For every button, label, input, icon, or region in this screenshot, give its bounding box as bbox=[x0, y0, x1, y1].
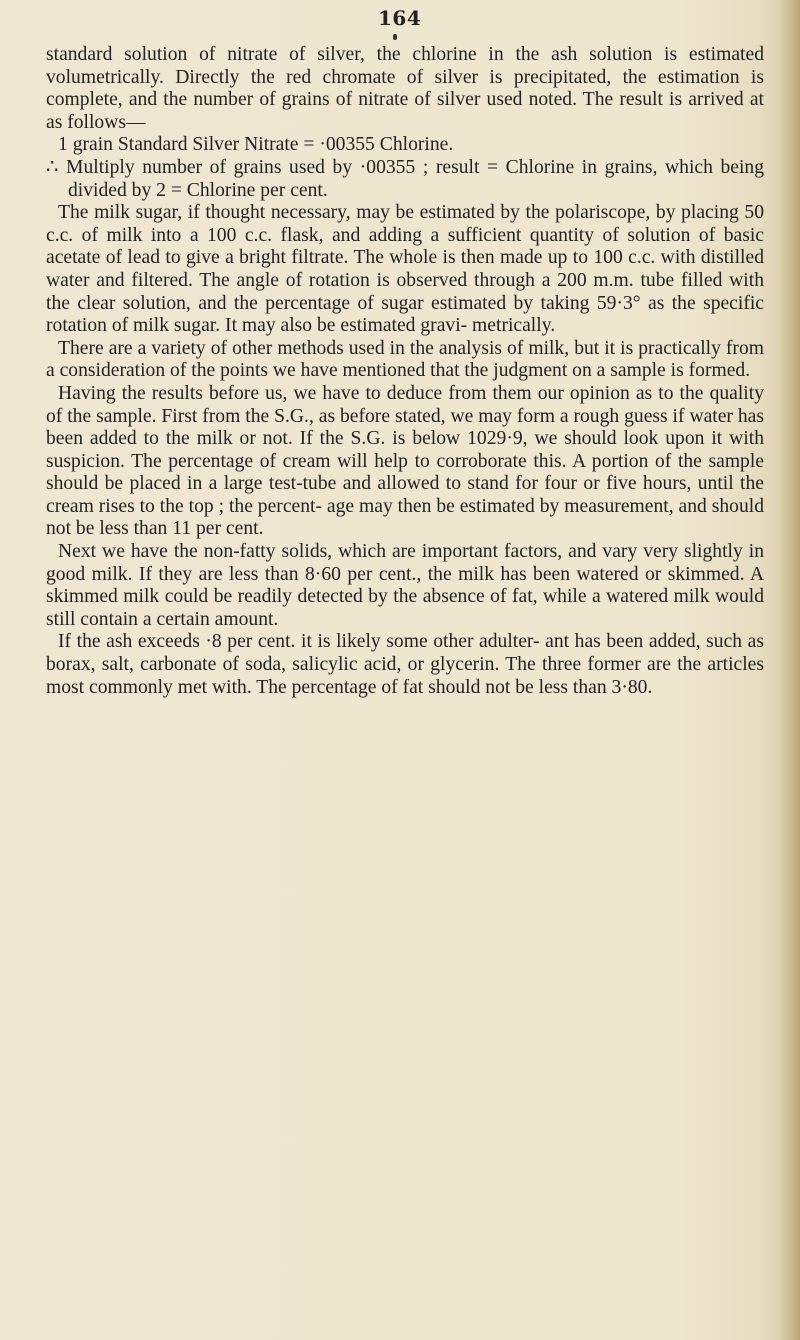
page-edge-shadow bbox=[778, 0, 800, 1340]
paragraph-milk-sugar: The milk sugar, if thought necessary, may be estimated by the polariscope, by placing 50 c.c. of milk into a 100 c.c. flask, and adding a sufficient quantity of solution of basic acetate of lead to give a bright filtrate. The whole is then made up to 100 c.c. with distilled water and filtered. The angle of rotation is observed through a 200 m.m. tube filled with the clear solution, and the percentage of sugar estimated by taking 59·3° as the specific rotation of milk sugar. It may also be estimated gravi- metrically. bbox=[46, 202, 764, 337]
page-number: 164 bbox=[378, 6, 422, 30]
formula-line: 1 grain Standard Silver Nitrate = ·00355 Chlorine. bbox=[58, 134, 454, 156]
paragraph-1: standard solution of nitrate of silver, the chlorine in the ash solution is estimated volumetrically. Directly the red chromate of silver is precipitated, the estimation is complete, and the number of grains of nitrate of silver used noted. The result is arrived at as follows— bbox=[46, 44, 764, 133]
paragraph-ash: If the ash exceeds ·8 per cent. it is likely some other adulter- ant has been added, such as borax, salt, carbonate of soda, salicylic acid, or glycerin. The three former are the articles most commonly met with. The percentage of fat should not be less than 3·80. bbox=[46, 631, 764, 698]
body-text bbox=[46, 44, 764, 699]
paragraph-non-fatty-solids: Next we have the non-fatty solids, which are important factors, and vary very slightly in good milk. If they are less than 8·60 per cent., the milk has been watered or skimmed. A skimmed milk could be readily detected by the absence of fat, while a watered milk would still contain a certain amount. bbox=[46, 541, 764, 630]
printer-mark bbox=[393, 34, 397, 40]
paragraph-results: Having the results before us, we have to deduce from them our opinion as to the quality of the sample. First from the S.G., as before stated, we may form a rough guess if water has been added to the milk or not. If the S.G. is below 1029·9, we should look upon it with suspicion. The percentage of cream will help to corroborate this. A portion of the sample should be placed in a large test-tube and allowed to stand for four or five hours, until the cream rises to the top ; the percent- age may then be estimated by measurement, and should not be less than 11 per cent. bbox=[46, 382, 764, 540]
formula-consequence: ∴ Multiply number of grains used by ·00355 ; result = Chlorine in grains, which being divided by 2 = Chlorine per cent. bbox=[46, 156, 764, 201]
paragraph-other-methods: There are a variety of other methods used in the analysis of milk, but it is practically from a consideration of the points we have mentioned that the judgment on a sample is formed. bbox=[46, 337, 764, 382]
